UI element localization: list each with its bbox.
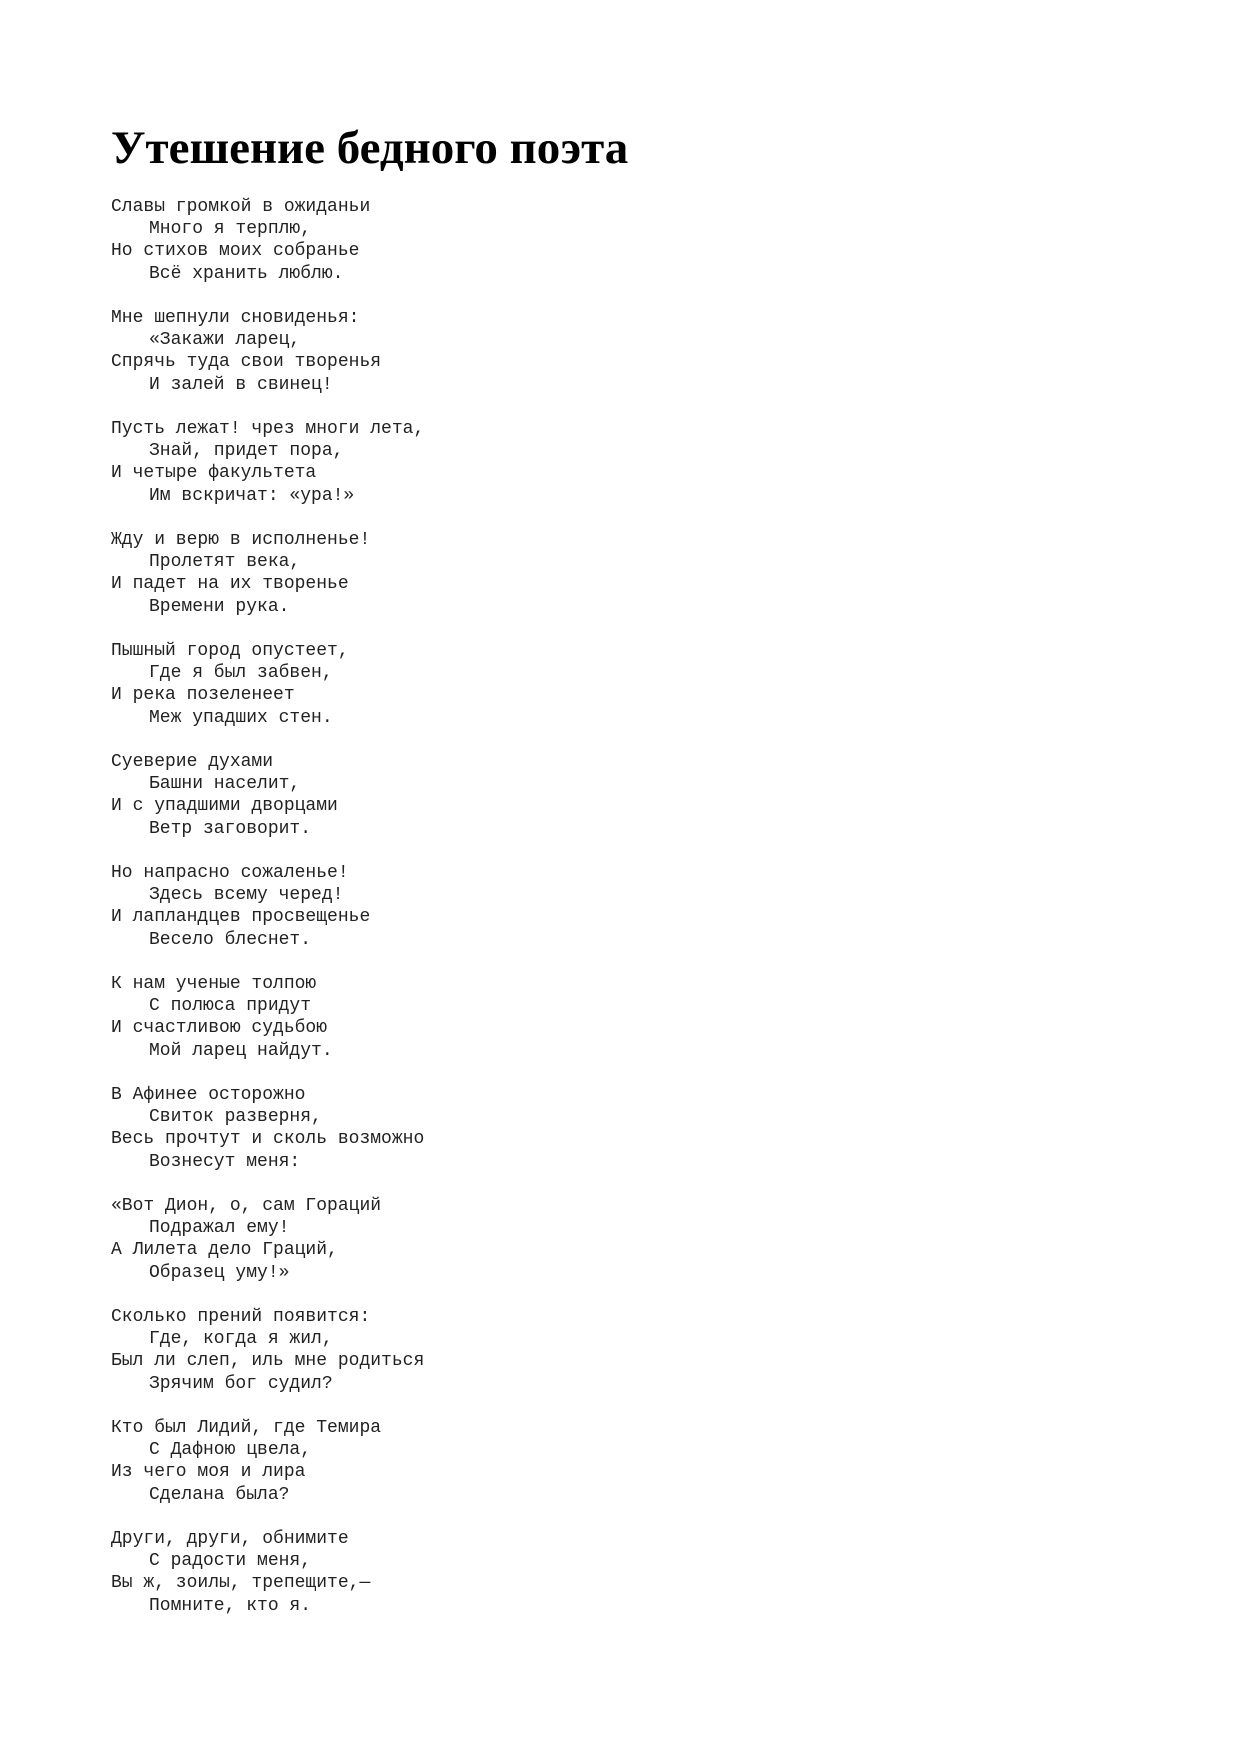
- poem-line: Всё хранить люблю.: [149, 263, 344, 284]
- poem-line: Кто был Лидий, где Темира: [111, 1418, 382, 1438]
- poem-line: И река позеленеет: [111, 685, 295, 706]
- poem-line: И счастливою судьбою: [111, 1018, 328, 1039]
- poem-line: Где я был забвен,: [149, 663, 333, 684]
- poem-line: Подражал ему!: [149, 1218, 290, 1239]
- poem-line: И падет на их творенье: [111, 574, 349, 595]
- poem-line: Меж упадших стен.: [149, 707, 333, 728]
- poem-line: Сколько прений появится:: [111, 1307, 371, 1327]
- poem-line: Пусть лежат! чрез многи лета,: [111, 419, 425, 439]
- poem-line: А Лилета дело Граций,: [111, 1240, 338, 1261]
- stanza: [111, 1306, 1131, 1395]
- poem-body: [111, 196, 1131, 1617]
- poem-line: Из чего моя и лира: [111, 1462, 306, 1483]
- poem-line: С Дафною цвела,: [149, 1440, 312, 1461]
- stanza: [111, 529, 1131, 618]
- poem-line: С полюса придут: [149, 996, 312, 1017]
- poem-line: С радости меня,: [149, 1551, 312, 1572]
- stanza: [111, 196, 1131, 285]
- poem-line: Но стихов моих собранье: [111, 241, 360, 262]
- poem-line: Спрячь туда свои творенья: [111, 352, 382, 373]
- stanza: [111, 418, 1131, 507]
- stanza: [111, 307, 1131, 396]
- stanza: [111, 751, 1131, 840]
- stanza: [111, 1084, 1131, 1173]
- stanza: [111, 1528, 1131, 1617]
- poem-line: Им вскричат: «ура!»: [149, 485, 355, 506]
- poem-line: Весело блеснет.: [149, 929, 312, 950]
- poem-line: Пролетят века,: [149, 552, 301, 573]
- poem-line: И залей в свинец!: [149, 374, 333, 395]
- stanza: [111, 973, 1131, 1062]
- poem-line: Сделана была?: [149, 1484, 290, 1505]
- poem-line: Вознесут меня:: [149, 1151, 301, 1172]
- poem-line: «Закажи ларец,: [149, 330, 301, 351]
- stanza: [111, 862, 1131, 951]
- poem-line: Жду и верю в исполненье!: [111, 530, 371, 550]
- poem-line: Мне шепнули сновиденья:: [111, 308, 360, 328]
- poem-line: Помните, кто я.: [149, 1595, 312, 1616]
- poem-line: И четыре факультета: [111, 463, 317, 484]
- poem-line: И лапландцев просвещенье: [111, 907, 371, 928]
- poem-line: Был ли слеп, иль мне родиться: [111, 1351, 425, 1372]
- poem-line: Зрячим бог судил?: [149, 1373, 333, 1394]
- poem-line: «Вот Дион, о, сам Гораций: [111, 1196, 382, 1216]
- poem-line: Суеверие духами: [111, 752, 274, 772]
- poem-line: К нам ученые толпою: [111, 974, 317, 994]
- poem-line: Пышный город опустеет,: [111, 641, 349, 661]
- poem-line: Други, други, обнимите: [111, 1529, 349, 1549]
- poem-line: Образец уму!»: [149, 1262, 290, 1283]
- poem-line: Здесь всему черед!: [149, 885, 344, 906]
- poem-line: Весь прочтут и сколь возможно: [111, 1129, 425, 1150]
- poem-title: Утешение бедного поэта: [111, 122, 629, 174]
- poem-line: Ветр заговорит.: [149, 818, 312, 839]
- stanza: [111, 1417, 1131, 1506]
- poem-line: Но напрасно сожаленье!: [111, 863, 349, 883]
- document-page: [111, 118, 1131, 1639]
- poem-line: И с упадшими дворцами: [111, 796, 338, 817]
- stanza: [111, 640, 1131, 729]
- poem-line: Свиток разверня,: [149, 1107, 322, 1128]
- poem-line: Знай, придет пора,: [149, 441, 344, 462]
- poem-line: Мой ларец найдут.: [149, 1040, 333, 1061]
- poem-line: Времени рука.: [149, 596, 290, 617]
- poem-line: Где, когда я жил,: [149, 1329, 333, 1350]
- poem-line: Славы громкой в ожиданьи: [111, 197, 371, 217]
- poem-line: Вы ж, зоилы, трепещите,—: [111, 1573, 371, 1594]
- poem-line: Много я терплю,: [149, 219, 312, 240]
- stanza: [111, 1195, 1131, 1284]
- poem-line: Башни населит,: [149, 774, 301, 795]
- poem-line: В Афинее осторожно: [111, 1085, 306, 1105]
